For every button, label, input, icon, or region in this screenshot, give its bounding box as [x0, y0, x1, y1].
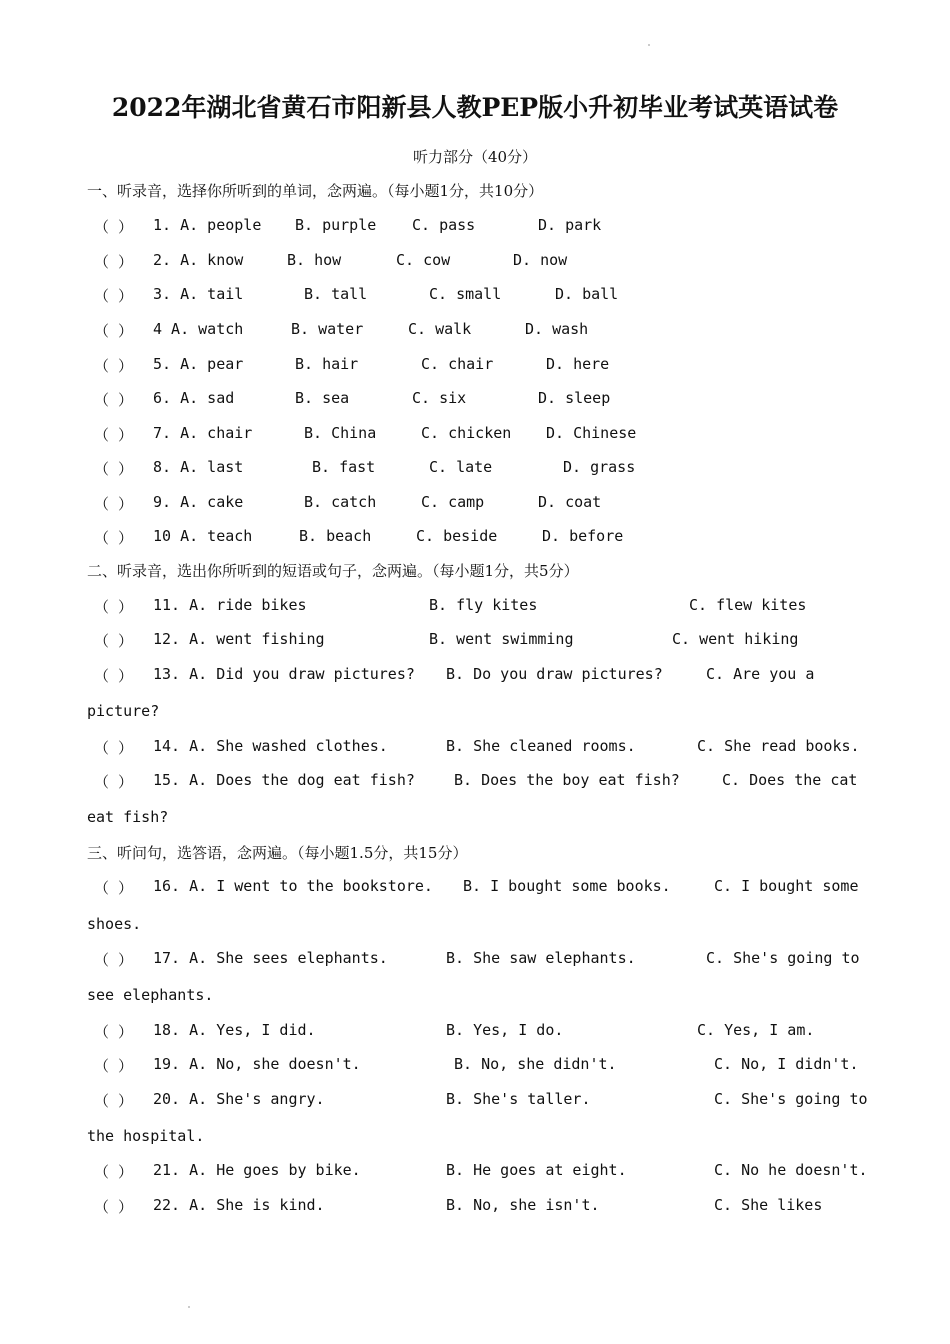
option-a: 13. A. Did you draw pictures?	[153, 665, 415, 683]
option-d: D. sleep	[538, 389, 611, 407]
option-d: D. now	[513, 251, 568, 269]
option-a: 21. A. He goes by bike.	[153, 1161, 361, 1179]
option-b: B. No, she didn't.	[454, 1055, 617, 1073]
option-b: B. catch	[304, 493, 377, 511]
option-c: C. No he doesn't.	[714, 1161, 868, 1179]
option-c: C. Are you a	[706, 665, 815, 683]
option-c: C. walk	[408, 320, 472, 338]
option-c: C. flew kites	[689, 596, 807, 614]
option-d: D. coat	[538, 493, 602, 511]
listening-part-heading: 听力部分（40分）	[412, 148, 538, 166]
option-d: D. park	[538, 216, 602, 234]
answer-blank[interactable]: （ ）	[94, 1057, 134, 1075]
exam-title: 2022年湖北省黄石市阳新县人教PEP版小升初毕业考试英语试卷	[111, 93, 839, 122]
option-continuation: the hospital.	[87, 1127, 205, 1145]
option-a: 14. A. She washed clothes.	[153, 737, 388, 755]
answer-blank[interactable]: （ ）	[94, 1023, 134, 1041]
option-continuation: shoes.	[87, 915, 142, 933]
option-b: B. He goes at eight.	[446, 1161, 627, 1179]
option-c: C. camp	[421, 493, 485, 511]
answer-blank[interactable]: （ ）	[94, 287, 134, 305]
option-c: C. I bought some	[714, 877, 859, 895]
option-c: C. No, I didn't.	[714, 1055, 859, 1073]
option-d: D. ball	[555, 285, 619, 303]
option-a: 12. A. went fishing	[153, 630, 325, 648]
answer-blank[interactable]: （ ）	[94, 879, 134, 897]
answer-blank[interactable]: （ ）	[94, 1163, 134, 1181]
option-b: B. hair	[295, 355, 359, 373]
option-a: 17. A. She sees elephants.	[153, 949, 388, 967]
option-continuation: see elephants.	[87, 986, 214, 1004]
option-a: 5. A. pear	[153, 355, 244, 373]
option-c: C. beside	[416, 527, 498, 545]
option-a: 4 A. watch	[153, 320, 244, 338]
option-b: B. Does the boy eat fish?	[454, 771, 680, 789]
option-c: C. late	[429, 458, 493, 476]
answer-blank[interactable]: （ ）	[94, 426, 134, 444]
option-d: D. Chinese	[546, 424, 637, 442]
option-c: C. Does the cat	[722, 771, 858, 789]
option-b: B. Do you draw pictures?	[446, 665, 663, 683]
answer-blank[interactable]: （ ）	[94, 253, 134, 271]
answer-blank[interactable]: （ ）	[94, 951, 134, 969]
option-a: 6. A. sad	[153, 389, 235, 407]
option-b: B. fly kites	[429, 596, 538, 614]
option-a: 10 A. teach	[153, 527, 253, 545]
option-b: B. She saw elephants.	[446, 949, 636, 967]
section-3-heading: 三、听问句，选答语，念两遍。（每小题1.5分，共15分）	[87, 844, 468, 862]
option-c: C. She read books.	[697, 737, 860, 755]
option-a: 9. A. cake	[153, 493, 244, 511]
option-b: B. purple	[295, 216, 377, 234]
option-d: D. before	[542, 527, 624, 545]
option-a: 1. A. people	[153, 216, 262, 234]
answer-blank[interactable]: （ ）	[94, 598, 134, 616]
answer-blank[interactable]: （ ）	[94, 357, 134, 375]
option-b: B. Yes, I do.	[446, 1021, 564, 1039]
option-a: 19. A. No, she doesn't.	[153, 1055, 361, 1073]
option-continuation: picture?	[87, 702, 160, 720]
option-b: B. She cleaned rooms.	[446, 737, 636, 755]
option-a: 11. A. ride bikes	[153, 596, 307, 614]
answer-blank[interactable]: （ ）	[94, 391, 134, 409]
answer-blank[interactable]: （ ）	[94, 495, 134, 513]
answer-blank[interactable]: （ ）	[94, 667, 134, 685]
option-b: B. went swimming	[429, 630, 574, 648]
option-b: B. tall	[304, 285, 368, 303]
scan-dot	[188, 1306, 190, 1308]
option-c: C. pass	[412, 216, 476, 234]
option-a: 8. A. last	[153, 458, 244, 476]
option-a: 18. A. Yes, I did.	[153, 1021, 316, 1039]
option-d: D. wash	[525, 320, 589, 338]
answer-blank[interactable]: （ ）	[94, 529, 134, 547]
option-c: C. went hiking	[672, 630, 799, 648]
option-b: B. sea	[295, 389, 350, 407]
option-d: D. grass	[563, 458, 636, 476]
option-b: B. fast	[312, 458, 376, 476]
section-2-heading: 二、听录音，选出你所听到的短语或句子，念两遍。（每小题1分，共5分）	[87, 562, 579, 580]
option-b: B. She's taller.	[446, 1090, 591, 1108]
option-continuation: eat fish?	[87, 808, 169, 826]
option-a: 7. A. chair	[153, 424, 253, 442]
option-a: 3. A. tail	[153, 285, 244, 303]
answer-blank[interactable]: （ ）	[94, 1198, 134, 1216]
option-b: B. how	[287, 251, 342, 269]
option-c: C. chair	[421, 355, 494, 373]
option-c: C. She likes	[714, 1196, 823, 1214]
answer-blank[interactable]: （ ）	[94, 632, 134, 650]
option-a: 2. A. know	[153, 251, 244, 269]
option-c: C. She's going to	[714, 1090, 868, 1108]
option-a: 22. A. She is kind.	[153, 1196, 325, 1214]
section-1-heading: 一、听录音，选择你所听到的单词，念两遍。（每小题1分，共10分）	[87, 182, 544, 200]
option-c: C. chicken	[421, 424, 512, 442]
option-b: B. beach	[299, 527, 372, 545]
answer-blank[interactable]: （ ）	[94, 1092, 134, 1110]
answer-blank[interactable]: （ ）	[94, 739, 134, 757]
option-c: C. cow	[396, 251, 451, 269]
option-c: C. Yes, I am.	[697, 1021, 815, 1039]
answer-blank[interactable]: （ ）	[94, 773, 134, 791]
option-b: B. I bought some books.	[463, 877, 671, 895]
option-a: 15. A. Does the dog eat fish?	[153, 771, 415, 789]
scan-dot	[648, 44, 650, 46]
option-c: C. She's going to	[706, 949, 860, 967]
answer-blank[interactable]: （ ）	[94, 218, 134, 236]
option-b: B. China	[304, 424, 377, 442]
option-b: B. water	[291, 320, 364, 338]
answer-blank[interactable]: （ ）	[94, 322, 134, 340]
option-a: 16. A. I went to the bookstore.	[153, 877, 433, 895]
option-a: 20. A. She's angry.	[153, 1090, 325, 1108]
option-c: C. small	[429, 285, 502, 303]
option-b: B. No, she isn't.	[446, 1196, 600, 1214]
option-d: D. here	[546, 355, 610, 373]
option-c: C. six	[412, 389, 467, 407]
answer-blank[interactable]: （ ）	[94, 460, 134, 478]
